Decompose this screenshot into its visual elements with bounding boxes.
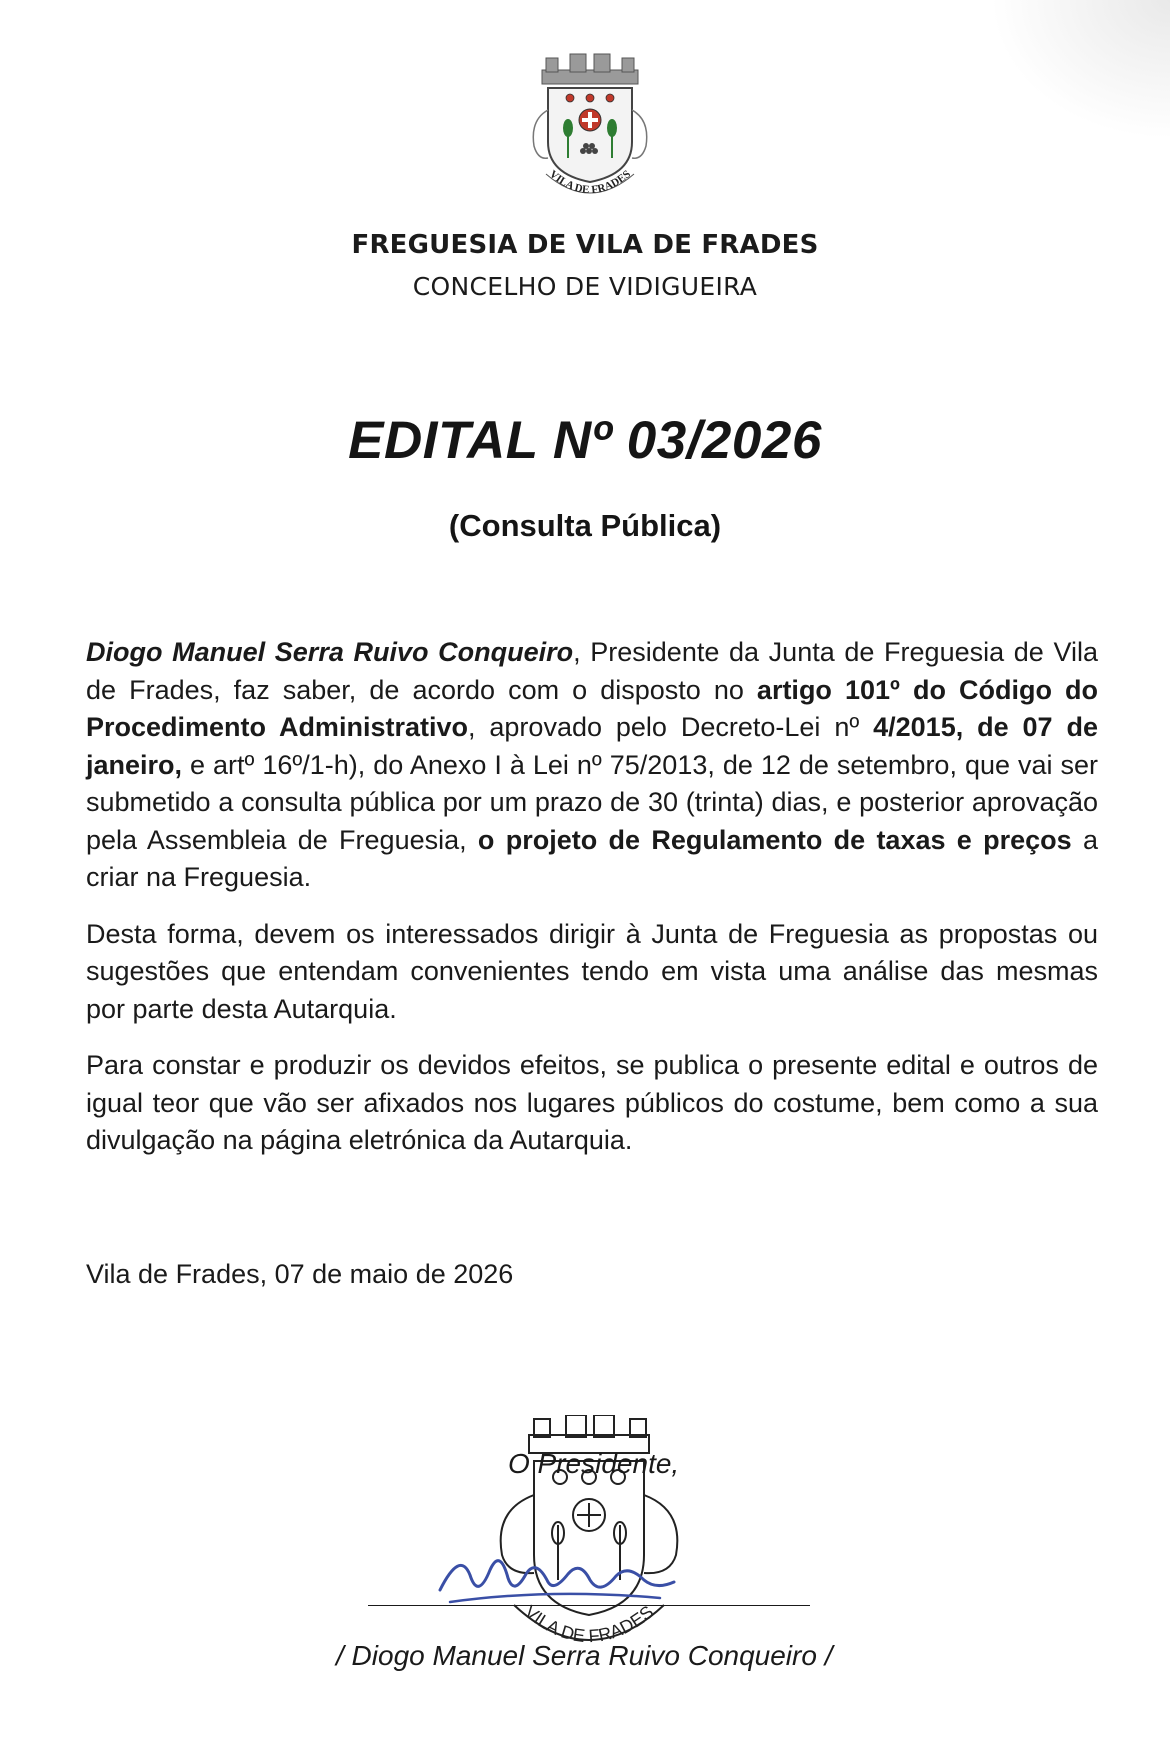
- mantling-right: [632, 110, 647, 158]
- organization-name: FREGUESIA DE VILA DE FRADES: [351, 230, 819, 260]
- mantling-left: [533, 110, 548, 158]
- signature-role: O Presidente,: [508, 1448, 680, 1479]
- paragraph-announcement: Diogo Manuel Serra Ruivo Conqueiro, Presidente da Junta de Freguesia de Vila de Frades, faz saber, de acordo com o disposto no artigo 101º do Código do Procedimento Administrativo, aprovado pelo Decreto-Lei nº 4/2015, de 07 de janeiro, e artº 16º/1-h), do Anexo I à Lei nº 75/2013, de 12 de setembro, que vai ser submetido a consulta pública por um prazo de 30 (trinta) dias, e posterior aprovação pela Assembleia de Freguesia, o projeto de Regulamento de taxas e preços a criar na Freguesia.: [86, 637, 1099, 892]
- president-name: Diogo Manuel Serra Ruivo Conqueiro: [86, 637, 574, 667]
- document-title: EDITAL Nº 03/2026: [348, 411, 822, 470]
- date-line: Vila de Frades, 07 de maio de 2026: [86, 1259, 514, 1289]
- rose-icons: [566, 94, 614, 102]
- stamp-text: VILA DE FRADES: [520, 1601, 658, 1647]
- coat-of-arms-logo: [520, 50, 660, 200]
- paragraph-publication: Para constar e produzir os devidos efeitos, se publica o presente edital e outros de igual teor que vão ser afixados nos lugares públicos do costume, bem como a sua divulgação na página eletrónica da Autarquia.: [86, 1050, 1098, 1155]
- signature-line: [368, 1605, 810, 1606]
- crest-motto-text: VILA DE FRADES: [546, 168, 634, 197]
- cross-emblem: [579, 109, 601, 131]
- mural-crown: [542, 54, 638, 84]
- document-body: [86, 634, 1098, 1179]
- document-subtitle: (Consulta Pública): [448, 508, 722, 543]
- municipality-name: CONCELHO DE VIDIGUEIRA: [412, 272, 758, 301]
- signer-name: / Diogo Manuel Serra Ruivo Conqueiro /: [336, 1640, 833, 1671]
- page-shadow: [990, 0, 1170, 140]
- handwritten-signature: [430, 1530, 680, 1615]
- paragraph-proposals: Desta forma, devem os interessados dirigir à Junta de Freguesia as propostas ou sugestões que entendam convenientes tendo em vista uma análise das mesmas por parte desta Autarquia.: [86, 918, 1098, 1024]
